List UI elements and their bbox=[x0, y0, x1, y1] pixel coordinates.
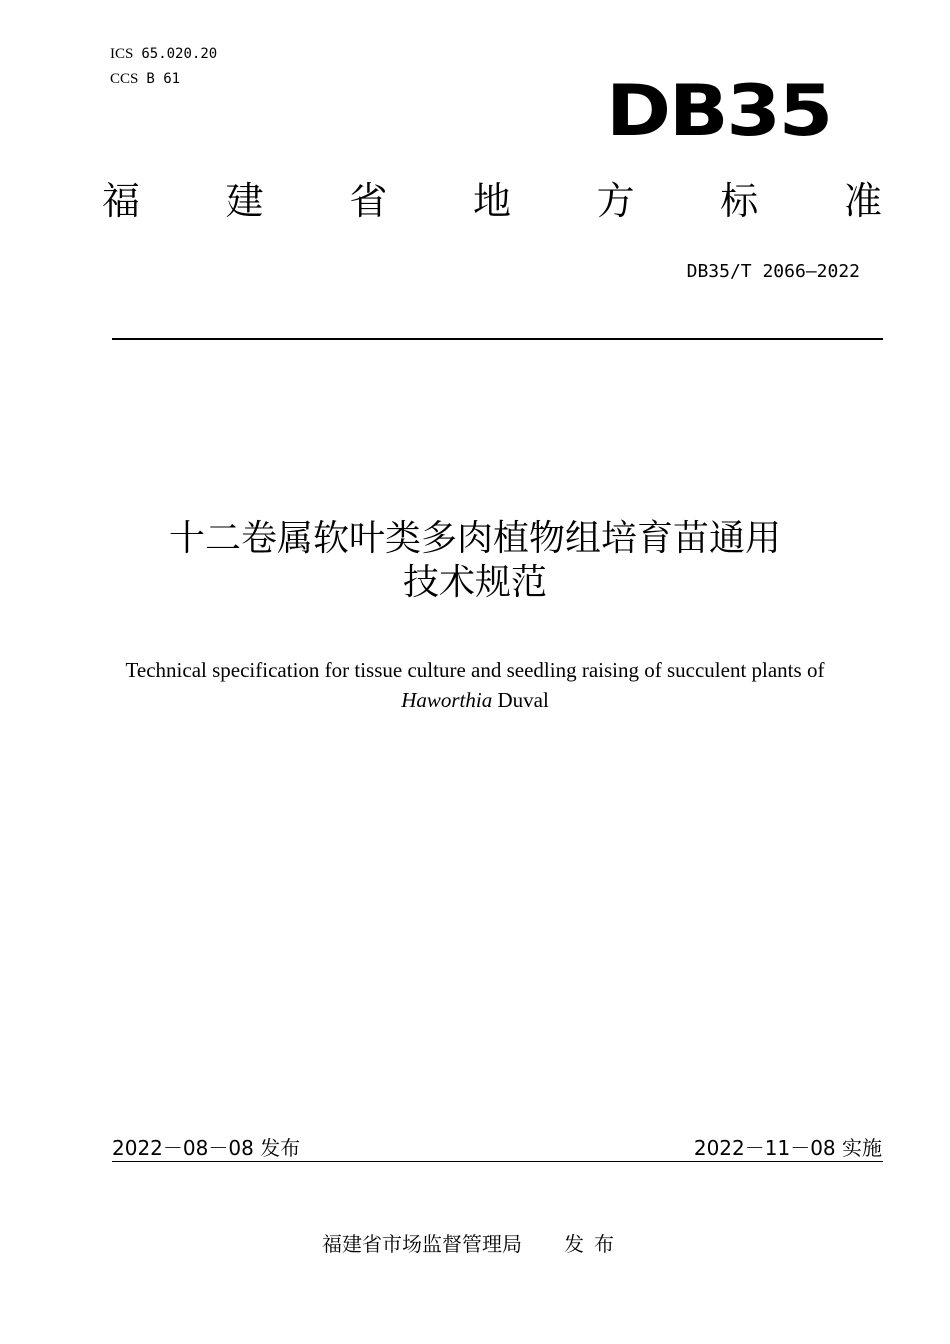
standard-number: DB35/T 2066—2022 bbox=[686, 261, 860, 282]
publisher-name: 福建省市场监督管理局 bbox=[322, 1232, 522, 1256]
author-name: Duval bbox=[492, 688, 549, 712]
genus-name: Haworthia bbox=[401, 688, 493, 712]
chinese-title-line: 技术规范 bbox=[402, 562, 547, 603]
header-divider bbox=[112, 338, 883, 340]
ics-label: ICS bbox=[110, 46, 134, 62]
ics-code bbox=[110, 46, 217, 63]
standard-type-char: 方 bbox=[596, 179, 635, 223]
standard-type-char: 准 bbox=[843, 179, 882, 223]
ccs-value: B 61 bbox=[146, 71, 181, 87]
implementation-date: 2022－11－08 实施 bbox=[693, 1136, 882, 1160]
chinese-title-line: 十二卷属软叶类多肉植物组培育苗通用 bbox=[168, 518, 781, 559]
english-title-line: Technical specification for tissue culture and seedling raising of succulent plants of bbox=[125, 658, 825, 682]
publish-verb: 发布 bbox=[564, 1232, 624, 1256]
standard-type-heading bbox=[102, 179, 882, 223]
standard-type-char: 福 bbox=[102, 179, 141, 223]
ics-value: 65.020.20 bbox=[141, 46, 218, 62]
chinese-title bbox=[0, 517, 950, 605]
ccs-code bbox=[110, 71, 180, 88]
standard-type-char: 地 bbox=[472, 179, 511, 223]
ccs-label: CCS bbox=[110, 71, 139, 87]
release-date: 2022－08－08 发布 bbox=[112, 1136, 301, 1160]
standard-type-char: 建 bbox=[225, 179, 264, 223]
standard-type-char: 标 bbox=[720, 179, 759, 223]
publisher-line bbox=[322, 1228, 624, 1257]
footer-divider bbox=[112, 1161, 883, 1162]
english-title bbox=[0, 655, 950, 715]
db35-logo: DB35 bbox=[606, 70, 831, 152]
english-title-line bbox=[0, 685, 950, 715]
standard-type-char: 省 bbox=[349, 179, 388, 223]
